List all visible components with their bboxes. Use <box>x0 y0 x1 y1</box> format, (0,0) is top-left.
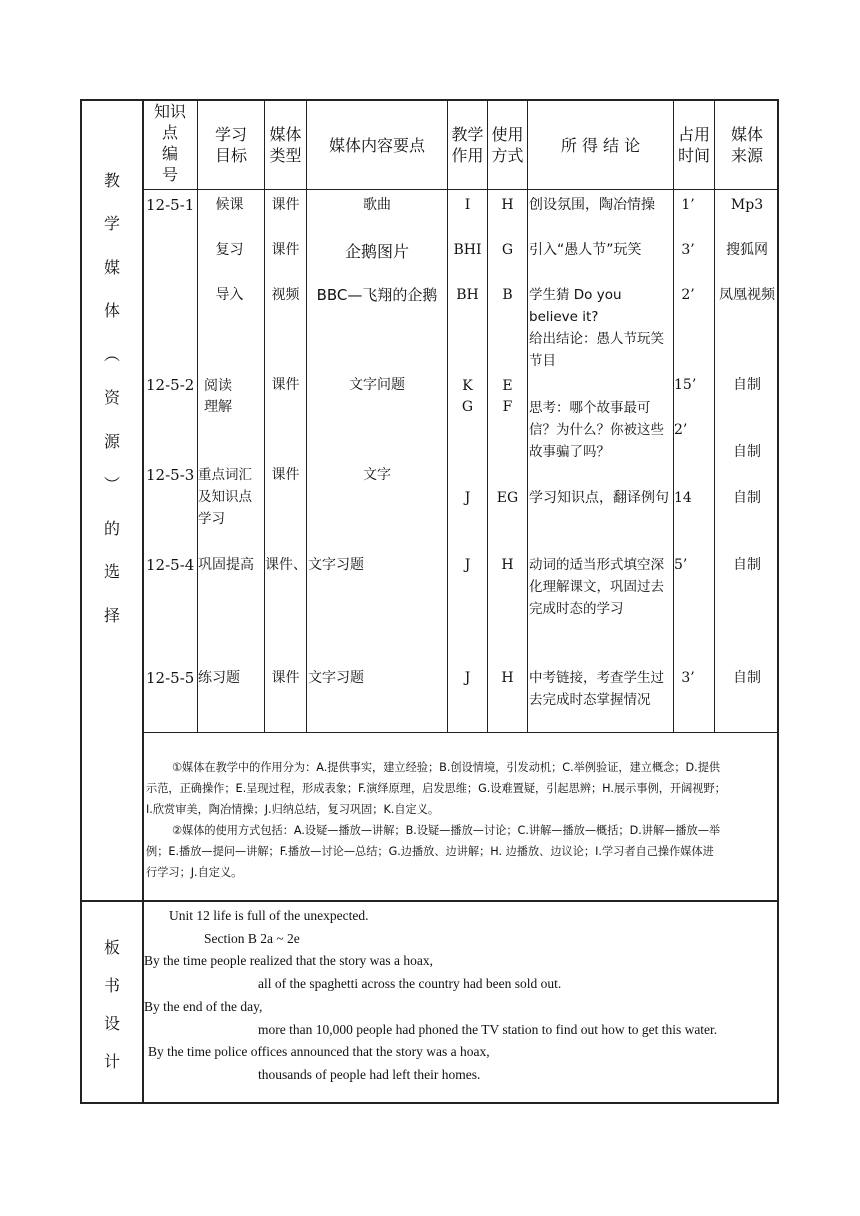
row-code: 12-5-1 <box>146 196 195 214</box>
row-goal: 练习题 <box>198 670 240 686</box>
side-label-media-selection <box>100 168 124 628</box>
side-char: 教 <box>103 171 120 190</box>
row-role: J <box>464 670 471 686</box>
row-role: J <box>464 557 471 573</box>
board-line: thousands of people had left their homes. <box>258 1066 481 1082</box>
row-content: BBC—飞翔的企鹅 <box>316 286 438 304</box>
side-char: ︶ <box>103 475 120 494</box>
col-divider-6 <box>527 100 528 732</box>
row-content: 文字习题 <box>308 670 364 686</box>
row-code: 12-5-5 <box>146 669 195 687</box>
note2-line: ②媒体的使用方式包括：A.设疑—播放—讲解；B.设疑—播放—讨论；C.讲解—播放—概括；D.讲解—播放—举 <box>172 824 721 837</box>
row-goal: 巩固提高 <box>198 557 254 573</box>
notes-divider <box>143 732 779 733</box>
note1-line: I.欣赏审美，陶冶情操；J.归纳总结，复习巩固；K.自定义。 <box>146 803 440 816</box>
row-content: 文字习题 <box>308 557 364 573</box>
row-code: 12-5-4 <box>146 556 195 574</box>
row-goal: 重点词汇及知识点学习 <box>198 467 252 527</box>
side-char: 资 <box>103 388 120 407</box>
row-conclusion: 学习知识点，翻译例句 <box>529 490 669 506</box>
note1-line: 示范，正确操作；E.呈现过程，形成表象；F.演绎原理，启发思维；G.设难置疑，引起思辨；H.展示事例，开阔视野； <box>146 782 726 795</box>
row-role: BH <box>456 287 479 303</box>
board-line: By the time police offices announced that the story was a hoax, <box>148 1044 490 1060</box>
row-code: 12-5-2 <box>146 376 195 394</box>
header-source: 媒体 来源 <box>730 125 763 165</box>
row-role: J <box>464 490 471 506</box>
col-divider-3 <box>306 100 307 732</box>
side-char: 体 <box>103 301 120 320</box>
row-conclusion: 动词的适当形式填空深化理解课文，巩固过去完成时态的学习 <box>529 557 664 617</box>
board-line: By the time people realized that the story was a hoax, <box>144 953 434 969</box>
board-line: all of the spaghetti across the country had been sold out. <box>258 976 562 992</box>
row-type: 课件 <box>271 377 300 393</box>
row-conclusion: 创设氛围，陶冶情操 <box>529 197 655 213</box>
row-source: 自制 <box>733 557 761 573</box>
row-goal: 复习 <box>215 242 244 258</box>
header-time: 占用 时间 <box>677 125 710 165</box>
side-char: 择 <box>103 606 120 625</box>
side-char: 书 <box>103 976 120 995</box>
side-char: 选 <box>103 562 120 581</box>
header-divider <box>143 189 779 190</box>
note2-line: 例；E.播放—提问—讲解；F.播放—讨论—总结；G.边播放、边讲解；H. 边播放、边议论；I.学习者自己操作媒体进 <box>146 845 714 858</box>
row-time: 2’ <box>681 287 695 303</box>
row-goal: 阅读理解 <box>204 378 232 415</box>
row-source: Mp3 <box>730 197 764 213</box>
row-conclusion: 引入“愚人节”玩笑 <box>529 242 642 258</box>
note1-line: ①媒体在教学中的作用分为：A.提供事实，建立经验；B.创设情境，引发动机；C.举例验证，建立概念；D.提供 <box>172 761 721 774</box>
col-divider-8 <box>714 100 715 732</box>
row-usage: B <box>502 287 513 303</box>
note2-line: 行学习；J.自定义。 <box>146 866 243 879</box>
row-source: 凤凰视频 <box>719 287 775 303</box>
side-char: 源 <box>103 432 120 451</box>
board-line: more than 10,000 people had phoned the TV station to find out how to get this water. <box>258 1021 718 1037</box>
side-char: 设 <box>103 1014 120 1033</box>
row-source: 搜狐网 <box>726 242 768 258</box>
row-type: 课件 <box>271 197 300 213</box>
row-type: 课件 <box>271 670 300 686</box>
row-type: 视频 <box>271 287 300 303</box>
header-media-type: 媒体 类型 <box>269 125 302 165</box>
row-source: 自制 <box>733 490 761 506</box>
row-conclusion: 中考链接，考查学生过去完成时态掌握情况 <box>529 670 664 708</box>
row-type: 课件、 <box>265 557 307 573</box>
side-char: 媒 <box>103 258 120 277</box>
board-design <box>144 905 778 1087</box>
row-time: 15’ <box>674 377 697 393</box>
side-char: ︵ <box>103 345 120 364</box>
row-usage: G <box>501 242 514 258</box>
row-usage: H <box>501 670 514 686</box>
row-goal: 候课 <box>215 197 244 213</box>
row-role: K G <box>461 378 474 415</box>
row-time-2: 2’ <box>674 422 688 438</box>
row-source: 自制 <box>733 377 761 393</box>
row-source-2: 自制 <box>733 444 761 460</box>
row-conclusion: 思考：哪个故事最可信？为什么？你被这些故事骗了吗？ <box>529 400 664 460</box>
row-goal: 导入 <box>215 287 244 303</box>
col-divider-2 <box>264 100 265 732</box>
section-divider <box>80 900 779 902</box>
row-time: 14 <box>674 490 692 506</box>
board-line: Section B 2a ~ 2e <box>204 930 300 946</box>
col-divider-1 <box>197 100 198 732</box>
row-content: 歌曲 <box>363 197 391 213</box>
side-char: 的 <box>103 519 120 538</box>
row-time: 3’ <box>681 242 695 258</box>
header-role: 教学 作用 <box>451 125 484 165</box>
side-char: 计 <box>103 1052 120 1071</box>
row-usage: H <box>501 197 514 213</box>
header-conclusion: 所 得 结 论 <box>560 136 641 155</box>
row-content: 企鹅图片 <box>344 242 409 261</box>
header-goal: 学习 目标 <box>214 125 247 165</box>
row-time: 1’ <box>681 197 695 213</box>
side-label-board-design <box>100 935 124 1075</box>
header-usage: 使用 方式 <box>491 125 524 165</box>
header-content: 媒体内容要点 <box>328 136 425 155</box>
side-char: 学 <box>103 214 120 233</box>
row-usage: EG <box>496 490 519 506</box>
row-type: 课件 <box>271 467 300 483</box>
row-role: I <box>464 197 471 213</box>
row-time: 3’ <box>681 670 695 686</box>
row-content: 文字 <box>363 467 391 483</box>
row-source: 自制 <box>733 670 761 686</box>
col-divider-7 <box>673 100 674 732</box>
board-line: Unit 12 life is full of the unexpected. <box>169 908 369 923</box>
row-type: 课件 <box>271 242 300 258</box>
header-code: 知识 点 编 号 <box>153 102 186 184</box>
side-char: 板 <box>103 938 120 957</box>
row-role: BHI <box>453 242 482 258</box>
row-conclusion: 学生猜 Do you believe it? 给出结论：愚人节玩笑节目 <box>529 287 664 369</box>
board-line: By the end of the day, <box>144 998 263 1014</box>
notes <box>146 757 777 883</box>
row-usage: H <box>501 557 514 573</box>
row-time: 5’ <box>674 557 688 573</box>
row-content: 文字问题 <box>349 377 405 393</box>
row-usage: E F <box>502 378 513 415</box>
row-code: 12-5-3 <box>146 466 195 484</box>
